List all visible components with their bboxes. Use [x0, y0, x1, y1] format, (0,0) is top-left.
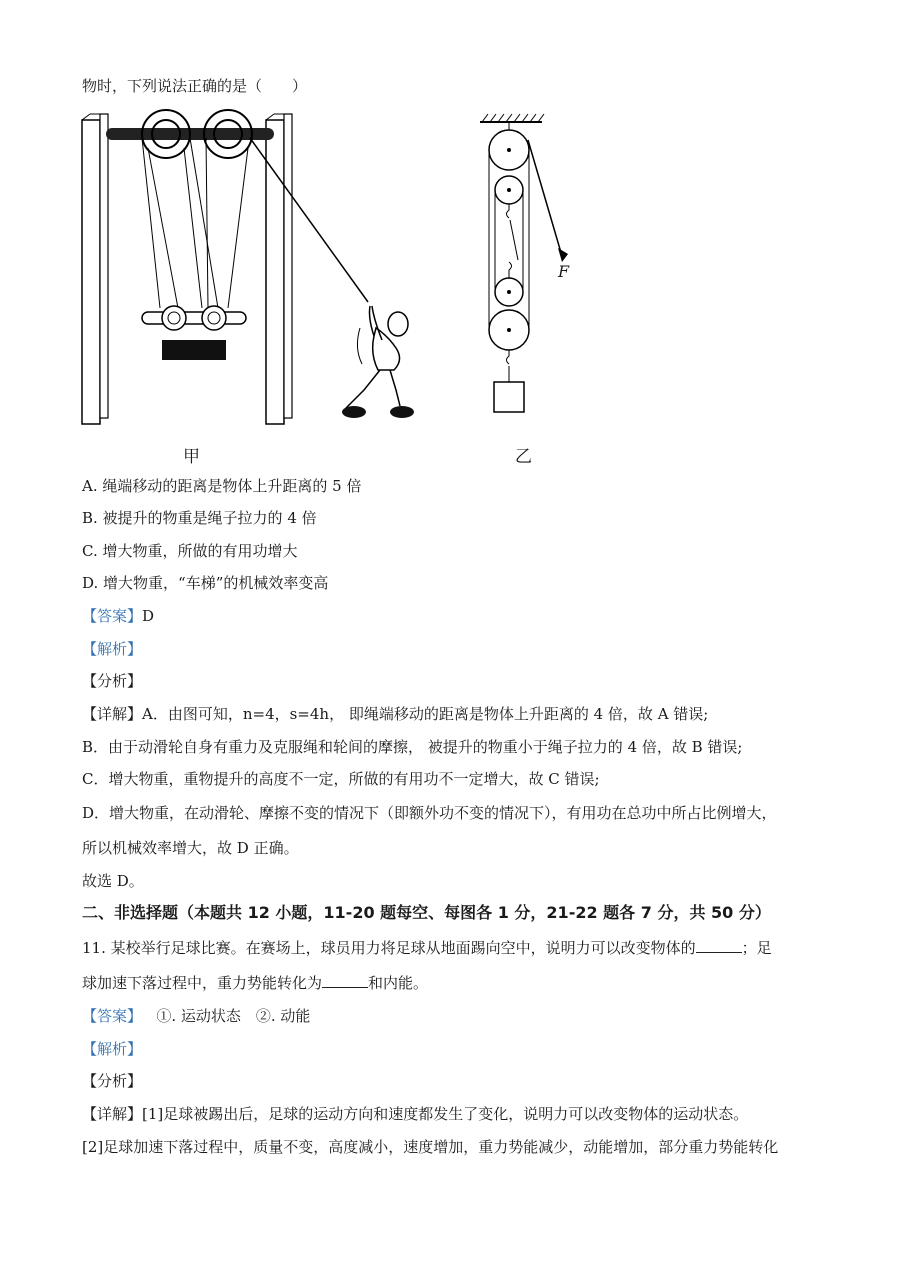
answer-tag: 【答案】	[82, 607, 143, 625]
figure-caption-jia: 甲	[183, 447, 200, 467]
figure-pulley-block	[470, 110, 590, 420]
q10-detail-2: B．由于动滑轮自身有重力及克服绳和轮间的摩擦， 被提升的物重小于绳子拉力的 4 倍，故 B 错误;	[82, 738, 743, 756]
q11-stem-line-1	[82, 938, 772, 958]
answer-tag: 【答案】	[82, 1007, 143, 1025]
q10-conclusion: 故选 D。	[82, 872, 144, 890]
answer-blank-1[interactable]	[696, 938, 742, 953]
option-b: B. 被提升的物重是绳子拉力的 4 倍	[82, 509, 317, 527]
answer-value: D	[142, 607, 155, 625]
q11-answer	[82, 1006, 310, 1026]
q10-detail-3: C．增大物重，重物提升的高度不一定，所做的有用功不一定增大，故 C 错误;	[82, 770, 600, 788]
q10-detail-5: 所以机械效率增大，故 D 正确。	[82, 839, 299, 857]
q10-detail-4: D．增大物重，在动滑轮、摩擦不变的情况下（即额外功不变的情况下），有用功在总功中所占比例增大，	[82, 804, 777, 822]
q10-detail-1: 【详解】A．由图可知，n=4，s=4h， 即绳端移动的距离是物体上升距离的 4 倍，故 A 错误;	[82, 705, 709, 723]
q11-stem-line-2	[82, 973, 428, 993]
option-d: D. 增大物重，“车梯”的机械效率变高	[82, 574, 329, 592]
section-title: 二、非选择题（本题共 12 小题，11-20 题每空、每图各 1 分，21-22 题各 7 分，共 50 分）	[82, 903, 771, 922]
q11-stem-part-4: 和内能。	[368, 974, 429, 992]
q11-stem-part-3: 球加速下落过程中，重力势能转化为	[82, 974, 323, 992]
option-a: A. 绳端移动的距离是物体上升距离的 5 倍	[82, 477, 362, 495]
force-label: F	[558, 262, 570, 281]
q11-stem-part-2: ；足	[741, 939, 772, 957]
question-intro: 物时，下列说法正确的是（ ）	[82, 77, 308, 95]
q11-stem-part-1: 11. 某校举行足球比赛。在赛场上，球员用力将足球从地面踢向空中，说明力可以改变物体的	[82, 939, 696, 957]
figure-car-ladder	[78, 108, 438, 428]
q10-analysis-tag: 【解析】	[82, 640, 143, 658]
q11-analysis-tag: 【解析】	[82, 1040, 143, 1058]
figure-caption-yi: 乙	[515, 447, 532, 467]
q10-fenxi: 【分析】	[82, 672, 143, 690]
answer-blank-2[interactable]	[322, 973, 368, 988]
q11-detail-1: 【详解】[1]足球被踢出后，足球的运动方向和速度都发生了变化，说明力可以改变物体的运动状态。	[82, 1105, 749, 1123]
answer-value: ①. 运动状态 ②. 动能	[156, 1007, 311, 1025]
q11-fenxi: 【分析】	[82, 1072, 143, 1090]
q11-detail-2: [2]足球加速下落过程中，质量不变，高度减小，速度增加，重力势能减少，动能增加，部分重力势能转化	[82, 1138, 779, 1156]
option-c: C. 增大物重，所做的有用功增大	[82, 542, 298, 560]
q10-answer	[82, 606, 154, 626]
